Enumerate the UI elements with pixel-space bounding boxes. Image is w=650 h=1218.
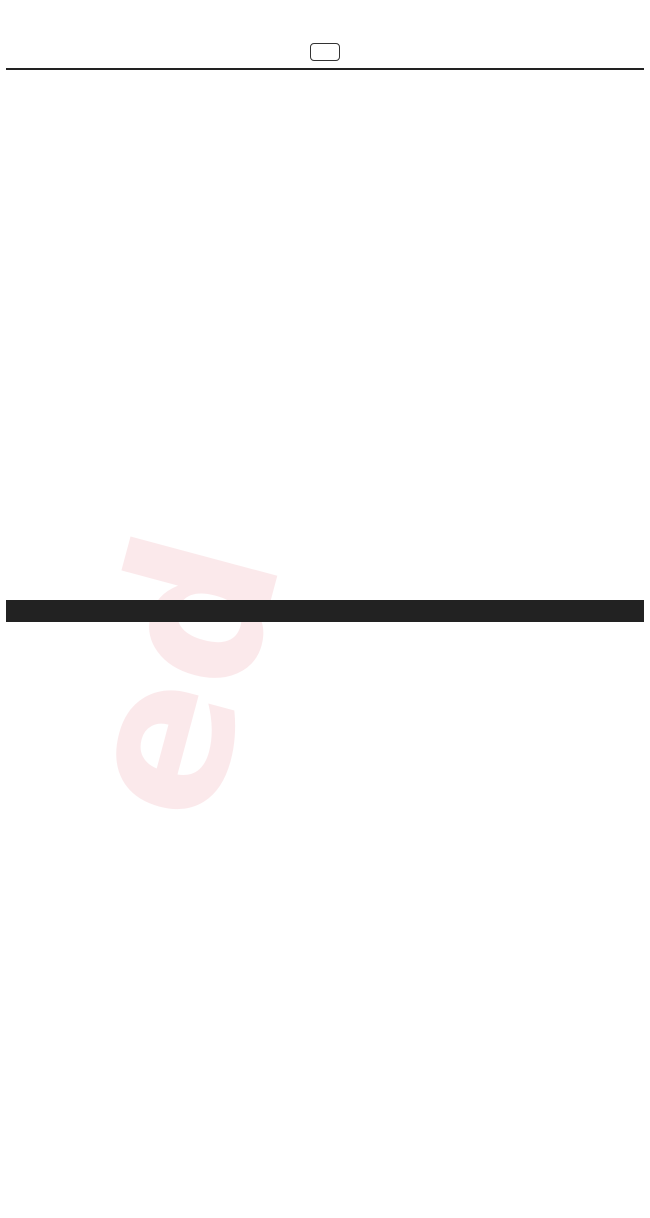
- watermark: ed: [30, 511, 329, 842]
- section-label: [200, 44, 450, 60]
- divider: [6, 68, 644, 70]
- section-label-text: [310, 43, 340, 61]
- part1-header-bar: [6, 600, 644, 622]
